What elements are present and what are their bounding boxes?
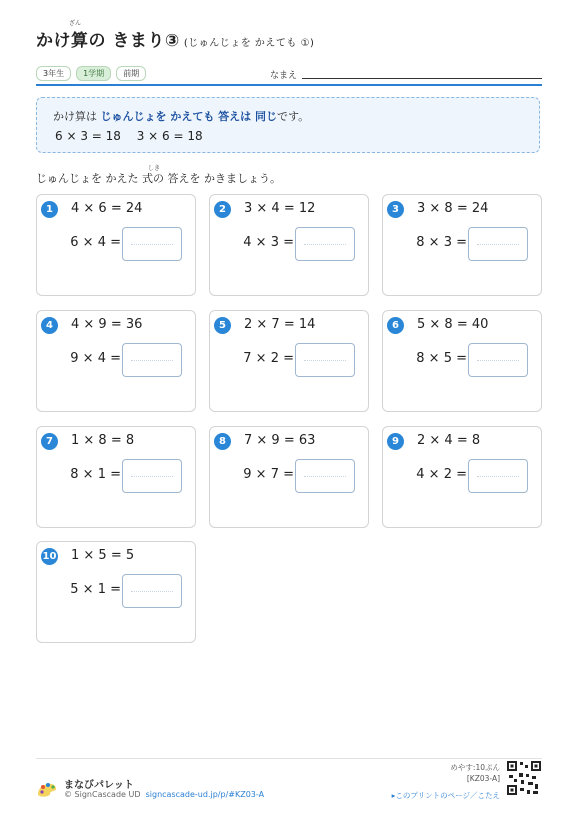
answer-box[interactable] — [122, 459, 182, 493]
badge-half: 前期 — [116, 66, 146, 81]
problem-given: 4 × 6 = 24 — [71, 201, 143, 216]
problem-question: 7 × 2 = — [243, 351, 294, 366]
page-title — [36, 26, 314, 51]
problem-number: 8 — [214, 433, 231, 450]
problem-question: 4 × 3 = — [243, 235, 294, 250]
worksheet-code: [KZ03-A] — [466, 774, 500, 783]
palette-logo-icon — [36, 778, 58, 798]
name-label: なまえ — [270, 71, 298, 81]
answer-box[interactable] — [295, 459, 355, 493]
rule-box — [36, 97, 540, 153]
rule-example: 6 × 3 = 18 3 × 6 = 18 — [55, 129, 203, 143]
problem-card — [209, 426, 369, 528]
answer-box[interactable] — [468, 459, 528, 493]
page-url-link[interactable]: signcascade-ud.jp/p/#KZ03-A — [145, 790, 265, 799]
answers-link[interactable]: ▸このプリントのページ／こたえ — [391, 791, 500, 800]
problem-card — [382, 194, 542, 296]
problem-number: 5 — [214, 317, 231, 334]
problem-given: 3 × 4 = 12 — [244, 201, 316, 216]
problem-question: 6 × 4 = — [70, 235, 121, 250]
problem-number: 6 — [387, 317, 404, 334]
name-field[interactable] — [302, 78, 542, 79]
time-estimate: めやす:10ぷん — [450, 763, 500, 772]
badge-term: 1学期 — [76, 66, 111, 81]
qr-code-icon[interactable] — [506, 760, 542, 796]
instruction: じゅんじょを かえた 式の 答えを かきましょう。 — [36, 172, 281, 185]
answer-box[interactable] — [122, 343, 182, 377]
rule-prefix: かけ算は — [53, 110, 101, 123]
answer-box[interactable] — [295, 343, 355, 377]
problem-question: 9 × 4 = — [70, 351, 121, 366]
problem-card — [382, 310, 542, 412]
rule-statement — [53, 108, 309, 124]
problem-number: 9 — [387, 433, 404, 450]
answer-box[interactable] — [122, 574, 182, 608]
problem-given: 3 × 8 = 24 — [417, 201, 489, 216]
title-text: かけ算の きまり③ — [36, 31, 180, 51]
grade-badges — [36, 66, 146, 81]
problem-card — [36, 194, 196, 296]
problem-given: 1 × 8 = 8 — [71, 433, 135, 448]
problem-question: 8 × 1 = — [70, 467, 121, 482]
copyright — [64, 790, 264, 799]
copyright-text: © SignCascade UD — [64, 790, 141, 799]
problem-given: 1 × 5 = 5 — [71, 548, 135, 563]
problem-question: 9 × 7 = — [243, 467, 294, 482]
problem-given: 2 × 7 = 14 — [244, 317, 316, 332]
problem-given: 5 × 8 = 40 — [417, 317, 489, 332]
badge-grade: 3年生 — [36, 66, 71, 81]
problem-card — [209, 310, 369, 412]
problem-card — [36, 310, 196, 412]
answer-box[interactable] — [468, 343, 528, 377]
problem-number: 2 — [214, 201, 231, 218]
problem-number: 1 — [41, 201, 58, 218]
problem-question: 8 × 3 = — [416, 235, 467, 250]
title-ruby: ざん — [69, 20, 82, 27]
problem-question: 5 × 1 = — [70, 582, 121, 597]
rule-emphasis: じゅんじょを かえても 答えは 同じ — [100, 110, 277, 123]
problem-given: 4 × 9 = 36 — [71, 317, 143, 332]
answer-box[interactable] — [468, 227, 528, 261]
problem-card — [36, 426, 196, 528]
problem-number: 3 — [387, 201, 404, 218]
answer-box[interactable] — [295, 227, 355, 261]
problem-number: 10 — [41, 548, 58, 565]
problem-given: 7 × 9 = 63 — [244, 433, 316, 448]
problem-card — [209, 194, 369, 296]
problem-question: 8 × 5 = — [416, 351, 467, 366]
problem-question: 4 × 2 = — [416, 467, 467, 482]
answer-box[interactable] — [122, 227, 182, 261]
title-subtitle: (じゅんじょを かえても ①) — [183, 38, 315, 49]
rule-suffix: です。 — [277, 110, 310, 123]
brand-name: まなびパレット — [64, 780, 134, 791]
problem-number: 7 — [41, 433, 58, 450]
problem-given: 2 × 4 = 8 — [417, 433, 481, 448]
problem-number: 4 — [41, 317, 58, 334]
header-divider — [36, 84, 542, 86]
instruction-ruby: しき — [148, 165, 161, 172]
problem-card — [36, 541, 196, 643]
footer-divider — [36, 758, 542, 759]
problem-card — [382, 426, 542, 528]
